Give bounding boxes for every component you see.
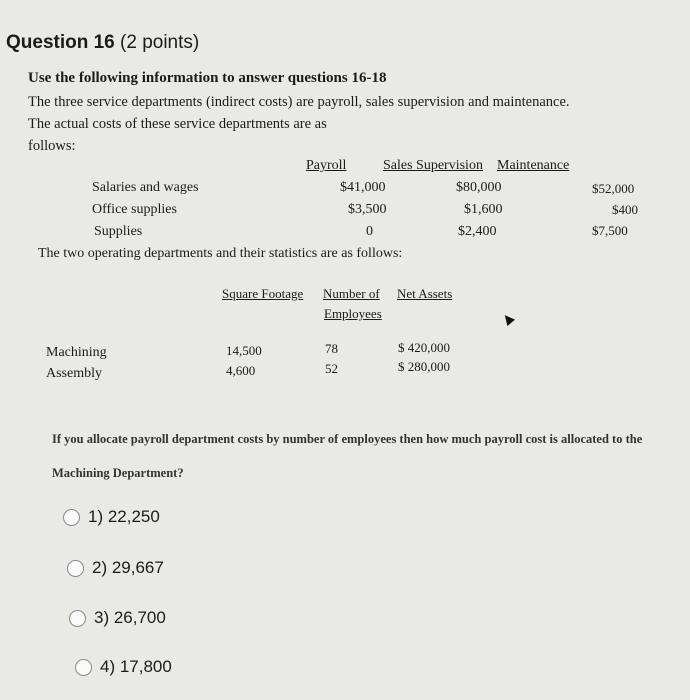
question-title: [6, 32, 199, 54]
cell-employees: 52: [325, 361, 338, 376]
cell-square-footage: 4,600: [226, 363, 256, 378]
cell-maintenance: $52,000: [592, 181, 635, 196]
cell-payroll: 0: [366, 224, 373, 239]
question-prompt: If you allocate payroll department costs by number of employees then how much payroll cost is allocated to the Machining Department?: [52, 432, 643, 480]
radio-option-3[interactable]: [69, 610, 86, 627]
intro-line: follows:: [28, 138, 76, 154]
question-points: (2 points): [120, 32, 200, 53]
cell-square-footage: 14,500: [226, 343, 262, 358]
option-label[interactable]: 1) 22,250: [88, 507, 160, 526]
cell-payroll: $41,000: [340, 180, 386, 195]
header-square-footage: Square Footage: [222, 286, 304, 301]
option-label[interactable]: 2) 29,667: [92, 558, 164, 577]
header-net-assets: Net Assets: [397, 286, 453, 301]
cell-employees: 78: [325, 341, 338, 356]
operating-intro: The two operating departments and their statistics are as follows:: [38, 246, 403, 261]
cell-net-assets: $ 280,000: [398, 359, 450, 374]
header-employees: Employees: [324, 306, 382, 321]
option-label[interactable]: 4) 17,800: [100, 657, 172, 676]
intro-heading: Use the following information to answer questions 16-18: [28, 70, 387, 86]
cell-maintenance: $7,500: [592, 223, 628, 238]
question-number: Question 16: [6, 32, 115, 53]
row-label: Assembly: [46, 366, 102, 381]
radio-option-4[interactable]: [75, 659, 92, 676]
intro-line: The actual costs of these service departments are as: [28, 116, 327, 132]
row-label: Machining: [46, 345, 107, 360]
radio-option-2[interactable]: [67, 560, 84, 577]
row-label: Supplies: [94, 224, 143, 239]
row-label: Salaries and wages: [92, 180, 199, 195]
cell-sales-supervision: $80,000: [456, 180, 502, 195]
cell-sales-supervision: $1,600: [464, 202, 503, 217]
cell-maintenance: $400: [612, 202, 638, 217]
radio-option-1[interactable]: [63, 509, 80, 526]
header-sales-supervision: Sales Supervision: [383, 158, 483, 173]
cell-sales-supervision: $2,400: [458, 224, 497, 239]
header-payroll: Payroll: [306, 158, 347, 173]
option-label[interactable]: 3) 26,700: [94, 608, 166, 627]
cell-net-assets: $ 420,000: [398, 340, 450, 355]
intro-line: The three service departments (indirect costs) are payroll, sales supervision and maintenance.: [28, 94, 570, 110]
cell-payroll: $3,500: [348, 202, 387, 217]
header-maintenance: Maintenance: [497, 158, 570, 173]
mouse-cursor-icon: [501, 312, 515, 326]
header-number-of: Number of: [323, 286, 380, 301]
row-label: Office supplies: [92, 202, 177, 217]
